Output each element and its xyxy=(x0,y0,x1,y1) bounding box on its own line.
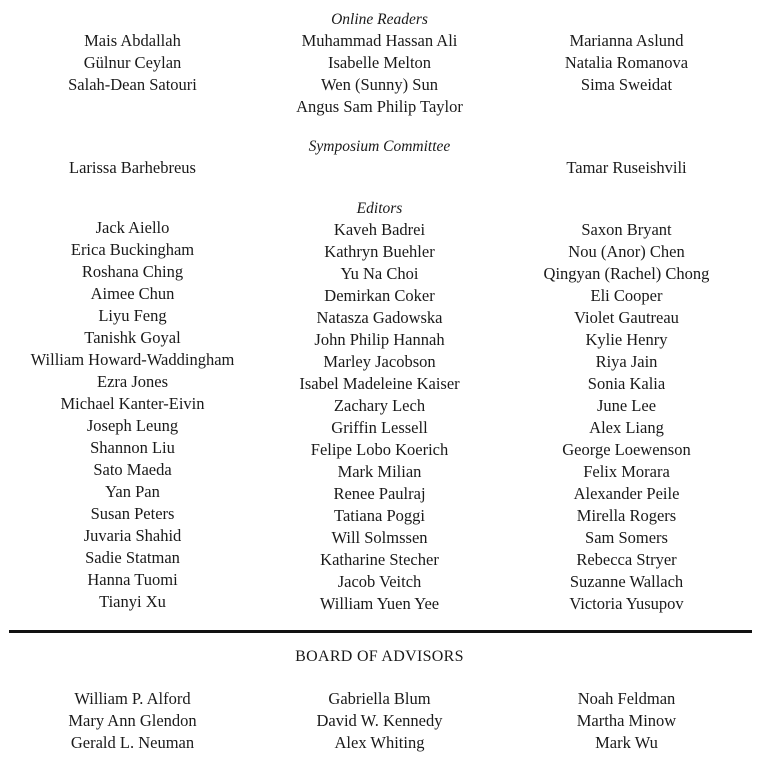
list-item: Salah-Dean Satouri xyxy=(68,75,197,94)
board-col-2 xyxy=(253,688,506,754)
list-item: William Yuen Yee xyxy=(319,594,440,613)
list-item: William Howard-Waddingham xyxy=(30,350,235,369)
list-item: Kylie Henry xyxy=(585,330,668,349)
list-item: Susan Peters xyxy=(90,504,175,523)
symposium-committee-heading: Symposium Committee xyxy=(308,138,451,155)
board-col-3 xyxy=(500,688,753,754)
section-divider xyxy=(9,630,752,633)
list-item: Sadie Statman xyxy=(85,548,180,567)
board-of-advisors-title: BOARD OF ADVISORS xyxy=(295,648,464,665)
list-item: Will Solmssen xyxy=(331,528,428,547)
list-item: Sato Maeda xyxy=(93,460,172,479)
editors-col-2 xyxy=(253,219,506,615)
list-item: George Loewenson xyxy=(562,440,691,459)
list-item: David W. Kennedy xyxy=(316,711,443,730)
list-item: June Lee xyxy=(596,396,657,415)
list-item: Wen (Sunny) Sun xyxy=(321,75,438,94)
list-item: Marianna Aslund xyxy=(569,31,684,50)
list-item: Saxon Bryant xyxy=(581,220,672,239)
list-item: Erica Buckingham xyxy=(70,240,195,259)
list-item: Gerald L. Neuman xyxy=(70,733,195,752)
list-item: Tanishk Goyal xyxy=(84,328,181,347)
list-item: Isabelle Melton xyxy=(327,53,432,72)
list-item: Martha Minow xyxy=(576,711,677,730)
list-item: Alex Whiting xyxy=(334,733,425,752)
list-item: Tianyi Xu xyxy=(99,592,166,611)
list-item: Eli Cooper xyxy=(590,286,663,305)
online-readers-col-1 xyxy=(6,30,259,96)
list-item: Roshana Ching xyxy=(81,262,184,281)
list-item: Liyu Feng xyxy=(98,306,167,325)
online-readers-col-3 xyxy=(500,30,753,96)
list-item: Isabel Madeleine Kaiser xyxy=(299,374,460,393)
list-item: Aimee Chun xyxy=(90,284,175,303)
list-item: Angus Sam Philip Taylor xyxy=(296,97,463,116)
list-item: Hanna Tuomi xyxy=(87,570,178,589)
list-item: Kathryn Buehler xyxy=(324,242,435,261)
symposium-committee-col-3 xyxy=(500,157,753,179)
list-item: John Philip Hannah xyxy=(314,330,445,349)
list-item: Riya Jain xyxy=(595,352,658,371)
list-item: Tatiana Poggi xyxy=(334,506,425,525)
list-item: Qingyan (Rachel) Chong xyxy=(543,264,710,283)
list-item: Marley Jacobson xyxy=(323,352,436,371)
list-item: Alex Liang xyxy=(589,418,664,437)
list-item: Yan Pan xyxy=(105,482,160,501)
list-item: Noah Feldman xyxy=(577,689,676,708)
list-item: Mark Milian xyxy=(337,462,422,481)
list-item: Ezra Jones xyxy=(96,372,168,391)
list-item: Katharine Stecher xyxy=(320,550,439,569)
list-item: Renee Paulraj xyxy=(333,484,426,503)
symposium-committee-col-1 xyxy=(6,157,259,179)
list-item: Mary Ann Glendon xyxy=(68,711,197,730)
list-item: Joseph Leung xyxy=(86,416,179,435)
editors-col-3 xyxy=(500,219,753,615)
list-item: Mais Abdallah xyxy=(84,31,181,50)
list-item: Gülnur Ceylan xyxy=(83,53,182,72)
list-item: Violet Gautreau xyxy=(574,308,679,327)
editors-col-1 xyxy=(6,217,259,613)
list-item: Sonia Kalia xyxy=(587,374,666,393)
list-item: Demirkan Coker xyxy=(324,286,435,305)
list-item: Larissa Barhebreus xyxy=(69,158,196,177)
list-item: Mark Wu xyxy=(595,733,658,752)
list-item: Natalia Romanova xyxy=(564,53,689,72)
board-col-1 xyxy=(6,688,259,754)
list-item: Alexander Peile xyxy=(573,484,680,503)
list-item: Michael Kanter-Eivin xyxy=(60,394,205,413)
list-item: Yu Na Choi xyxy=(340,264,419,283)
online-readers-heading: Online Readers xyxy=(331,11,428,28)
list-item: Rebecca Stryer xyxy=(576,550,677,569)
list-item: Victoria Yusupov xyxy=(569,594,684,613)
list-item: Felix Morara xyxy=(583,462,670,481)
list-item: Sam Somers xyxy=(585,528,668,547)
list-item: Sima Sweidat xyxy=(580,75,673,94)
list-item: Tamar Ruseishvili xyxy=(566,158,687,177)
list-item: Natasza Gadowska xyxy=(316,308,443,327)
list-item: Zachary Lech xyxy=(333,396,426,415)
list-item: Griffin Lessell xyxy=(331,418,428,437)
list-item: Gabriella Blum xyxy=(328,689,431,708)
list-item: Nou (Anor) Chen xyxy=(568,242,685,261)
list-item: Jack Aiello xyxy=(95,218,170,237)
list-item: Muhammad Hassan Ali xyxy=(301,31,458,50)
list-item: Mirella Rogers xyxy=(576,506,677,525)
online-readers-col-2 xyxy=(253,30,506,118)
list-item: Kaveh Badrei xyxy=(333,220,426,239)
list-item: Jacob Veitch xyxy=(337,572,422,591)
editors-heading: Editors xyxy=(356,200,403,217)
list-item: Suzanne Wallach xyxy=(569,572,684,591)
list-item: Shannon Liu xyxy=(90,438,175,457)
list-item: Juvaria Shahid xyxy=(83,526,182,545)
list-item: William P. Alford xyxy=(74,689,191,708)
list-item: Felipe Lobo Koerich xyxy=(310,440,449,459)
